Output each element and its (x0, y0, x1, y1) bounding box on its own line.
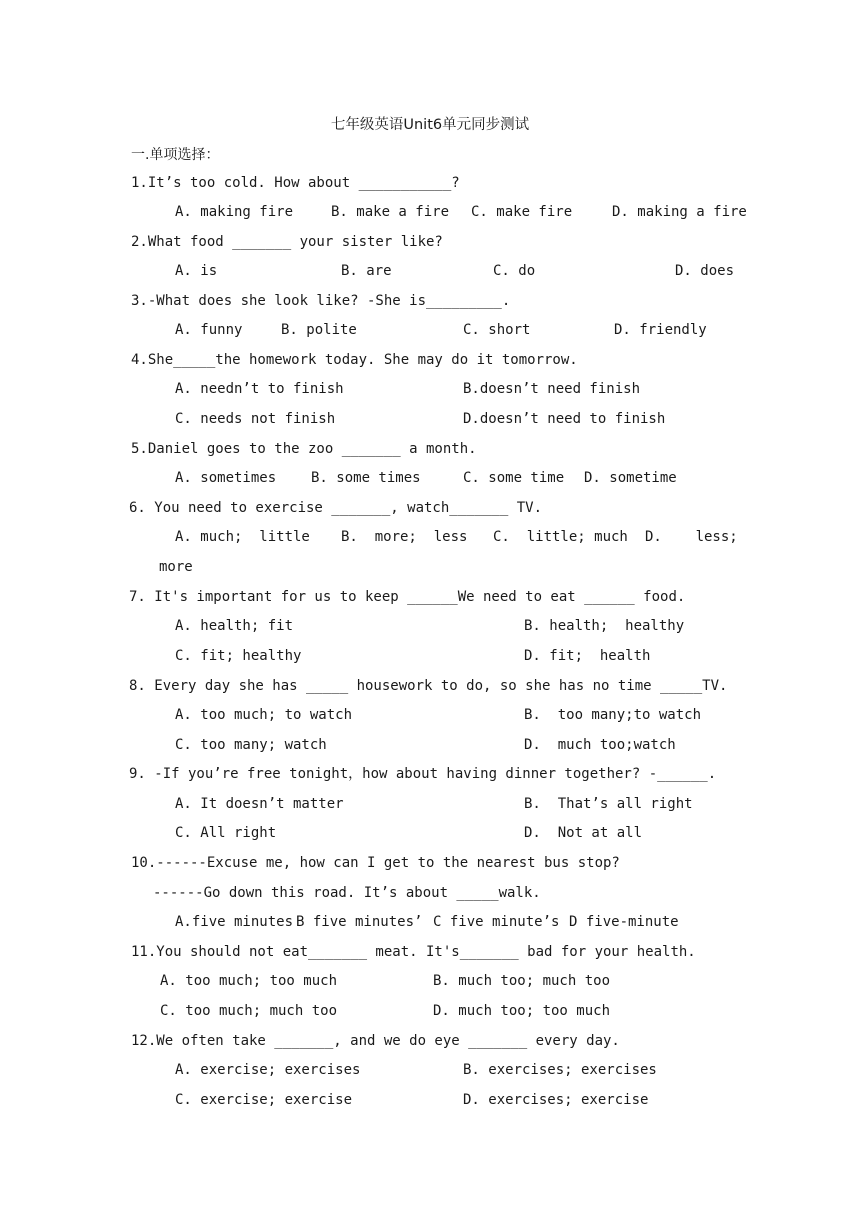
document-title: 七年级英语Unit6单元同步测试 (330, 117, 530, 133)
question-5-option-d: D. sometime (584, 470, 677, 486)
question-12-option-b: B. exercises; exercises (463, 1062, 657, 1078)
question-3-option-b: B. polite (281, 322, 357, 338)
question-10-option-b: B five minutes’ (296, 914, 423, 930)
question-1-option-c: C. make fire (471, 204, 573, 220)
question-11-option-d: D. much too; too much (433, 1003, 611, 1019)
question-8-stem: 8. Every day she has _____ housework to do, so she has no time _____TV. (129, 678, 728, 694)
question-11-option-c: C. too much; much too (160, 1003, 338, 1019)
question-9-stem: 9. -If you’re free tonight，how about having dinner together? -______. (129, 766, 717, 782)
question-6-option-c: C. little; much (493, 529, 628, 545)
question-9-option-d: D. Not at all (524, 825, 643, 841)
question-1-option-a: A. making fire (175, 204, 294, 220)
question-2-stem: 2.What food _______ your sister like? (131, 234, 443, 250)
question-4-option-c: C. needs not finish (175, 411, 336, 427)
question-12-option-a: A. exercise; exercises (175, 1062, 361, 1078)
question-2-option-c: C. do (493, 263, 536, 279)
question-7-option-d: D. fit; health (524, 648, 651, 664)
question-6-option-d-continued: more (159, 559, 193, 575)
question-9-option-a: A. It doesn’t matter (175, 796, 344, 812)
question-5-option-b: B. some times (311, 470, 421, 486)
question-3-option-c: C. short (463, 322, 531, 338)
question-10-option-a: A.five minutes (175, 914, 294, 930)
question-8-option-b: B. too many;to watch (524, 707, 702, 723)
question-5-option-c: C. some time (463, 470, 565, 486)
question-10-option-c: C five minute’s (433, 914, 560, 930)
question-11-stem: 11.You should not eat_______ meat. It's_______ bad for your health. (131, 944, 696, 960)
question-4-option-a: A. needn’t to finish (175, 381, 344, 397)
question-10-stem: 10.------Excuse me, how can I get to the nearest bus stop? (131, 855, 620, 871)
question-4-option-d: D.doesn’t need to finish (463, 411, 666, 427)
question-1-stem: 1.It’s too cold. How about ___________? (131, 175, 460, 191)
question-10-option-d: D five-minute (569, 914, 679, 930)
question-2-option-d: D. does (675, 263, 735, 279)
question-6-option-a: A. much; little (175, 529, 310, 545)
question-1-option-b: B. make a fire (331, 204, 450, 220)
question-12-stem: 12.We often take _______, and we do eye _______ every day. (131, 1033, 620, 1049)
question-4-option-b: B.doesn’t need finish (463, 381, 641, 397)
question-6-stem: 6. You need to exercise _______, watch_______ TV. (129, 500, 543, 516)
question-9-option-b: B. That’s all right (524, 796, 693, 812)
question-2-option-b: B. are (341, 263, 392, 279)
question-2-option-a: A. is (175, 263, 218, 279)
question-8-option-c: C. too many; watch (175, 737, 327, 753)
question-3-stem: 3.-What does she look like? -She is_________. (131, 293, 511, 309)
question-7-option-b: B. health; healthy (524, 618, 685, 634)
question-5-stem: 5.Daniel goes to the zoo _______ a month. (131, 441, 477, 457)
question-7-option-a: A. health; fit (175, 618, 294, 634)
question-10-stem-response: ------Go down this road. It’s about _____walk. (153, 885, 541, 901)
question-8-option-a: A. too much; to watch (175, 707, 353, 723)
question-12-option-c: C. exercise; exercise (175, 1092, 353, 1108)
question-5-option-a: A. sometimes (175, 470, 277, 486)
question-11-option-b: B. much too; much too (433, 973, 611, 989)
question-7-option-c: C. fit; healthy (175, 648, 302, 664)
question-9-option-c: C. All right (175, 825, 277, 841)
question-8-option-d: D. much too;watch (524, 737, 676, 753)
question-6-option-b: B. more; less (341, 529, 468, 545)
question-12-option-d: D. exercises; exercise (463, 1092, 649, 1108)
question-1-option-d: D. making a fire (612, 204, 747, 220)
question-11-option-a: A. too much; too much (160, 973, 338, 989)
question-4-stem: 4.She_____the homework today. She may do it tomorrow. (131, 352, 578, 368)
question-7-stem: 7. It's important for us to keep ______We need to eat ______ food. (129, 589, 686, 605)
question-3-option-d: D. friendly (614, 322, 707, 338)
question-6-option-d: D. less; (645, 529, 738, 545)
question-3-option-a: A. funny (175, 322, 243, 338)
section-heading: 一.单项选择： (131, 147, 220, 163)
